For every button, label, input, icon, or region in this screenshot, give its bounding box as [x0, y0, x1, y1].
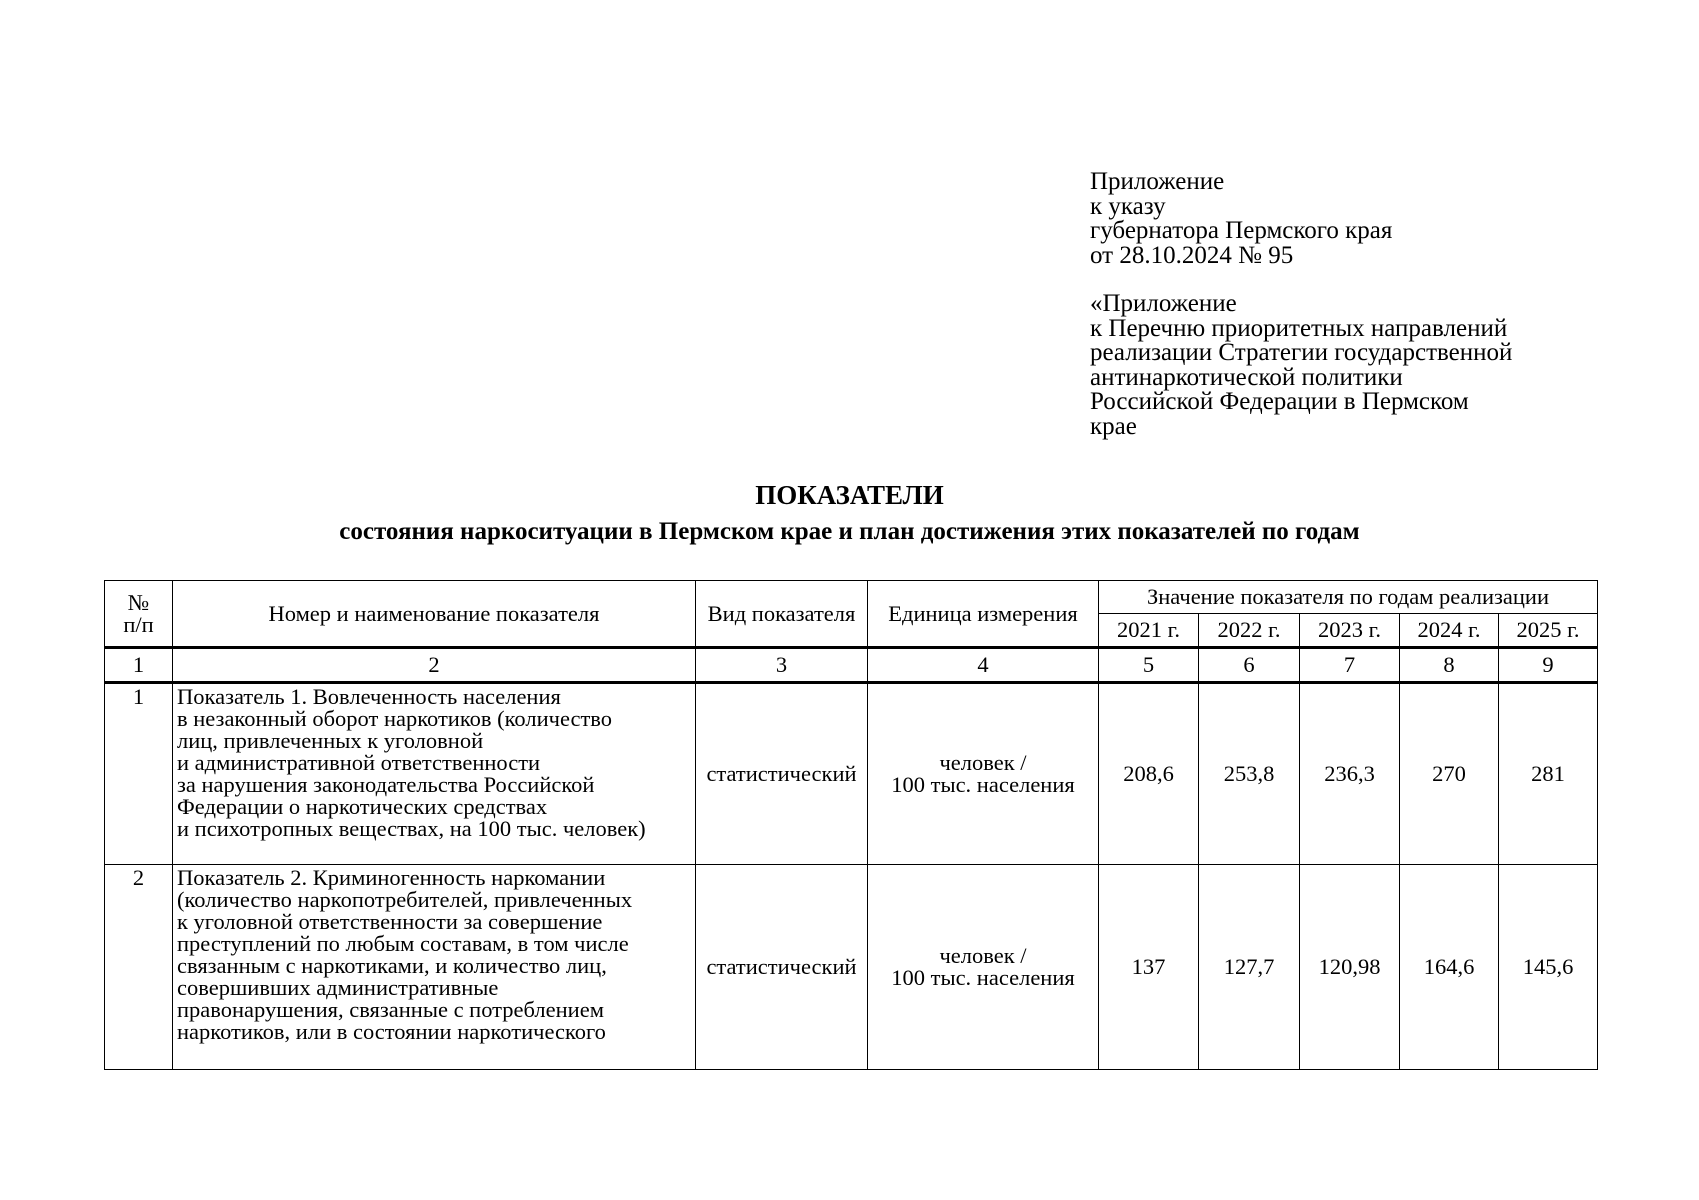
value-cell: 137 [1099, 865, 1199, 1070]
column-number: 8 [1400, 648, 1499, 683]
column-number: 2 [173, 648, 696, 683]
value-cell: 253,8 [1199, 683, 1300, 865]
ref-line: Российской Федерации в Пермском [1090, 388, 1469, 415]
column-number: 3 [696, 648, 868, 683]
appendix-line: Приложение [1090, 168, 1225, 195]
value-cell: 120,98 [1300, 865, 1400, 1070]
col-header-type: Вид показателя [696, 581, 868, 648]
column-number: 4 [868, 648, 1099, 683]
ref-line: крае [1090, 412, 1137, 440]
col-header-year: 2022 г. [1199, 614, 1300, 648]
appendix-line: губернатора Пермского края [1090, 217, 1393, 244]
column-number: 7 [1300, 648, 1400, 683]
indicator-type: статистический [696, 683, 868, 865]
col-header-name: Номер и наименование показателя [173, 581, 696, 648]
value-cell: 208,6 [1099, 683, 1199, 865]
row-number: 1 [105, 683, 173, 865]
table-row [105, 865, 1598, 1070]
indicator-name: Показатель 2. Криминогенность наркомании (количество наркопотребителей, привлеченных к уголовной ответственности за совершение преступлений по любым составам, в том числе связанным с наркотиками, и количество лиц, совершивших административные правонарушения, связанные с потреблением наркотиков, или в состоянии наркотического [173, 865, 696, 1070]
ref-line: к Перечню приоритетных направлений [1090, 314, 1508, 342]
col-header-unit: Единица измерения [868, 581, 1099, 648]
column-number: 9 [1499, 648, 1598, 683]
indicator-name: Показатель 1. Вовлеченность населения в незаконный оборот наркотиков (количество лиц, привлеченных к уголовной и административной ответственности за нарушения законодательства Российской Федерации о наркотических средствах и психотропных веществах, на 100 тыс. человек) [173, 683, 696, 865]
column-number: 5 [1099, 648, 1199, 683]
value-cell: 270 [1400, 683, 1499, 865]
ref-line: «Приложение [1090, 290, 1237, 317]
document-title: ПОКАЗАТЕЛИ [755, 480, 944, 510]
table-row [105, 683, 1598, 865]
indicator-unit: человек / 100 тыс. населения [868, 683, 1099, 865]
document-subtitle: состояния наркоситуации в Пермском крае и план достижения этих показателей по годам [339, 518, 1360, 545]
col-header-year: 2025 г. [1499, 614, 1598, 648]
indicator-type: статистический [696, 865, 868, 1070]
appendix-header [1090, 170, 1610, 439]
value-cell: 127,7 [1199, 865, 1300, 1070]
ref-line: реализации Стратегии государственной [1090, 339, 1513, 366]
value-cell: 145,6 [1499, 865, 1598, 1070]
indicators-table [104, 580, 1598, 1070]
row-number: 2 [105, 865, 173, 1070]
value-cell: 164,6 [1400, 865, 1499, 1070]
value-cell: 236,3 [1300, 683, 1400, 865]
col-header-no: № п/п [105, 581, 173, 648]
column-number: 1 [105, 648, 173, 683]
col-header-year: 2024 г. [1400, 614, 1499, 648]
ref-line: антинаркотической политики [1090, 363, 1403, 391]
col-header-values: Значение показателя по годам реализации [1099, 581, 1598, 614]
column-number-row [105, 648, 1598, 683]
appendix-line: к указу [1090, 192, 1166, 220]
indicator-unit: человек / 100 тыс. населения [868, 865, 1099, 1070]
appendix-line: от 28.10.2024 № 95 [1090, 241, 1294, 269]
col-header-year: 2021 г. [1099, 614, 1199, 648]
value-cell: 281 [1499, 683, 1598, 865]
column-number: 6 [1199, 648, 1300, 683]
col-header-year: 2023 г. [1300, 614, 1400, 648]
